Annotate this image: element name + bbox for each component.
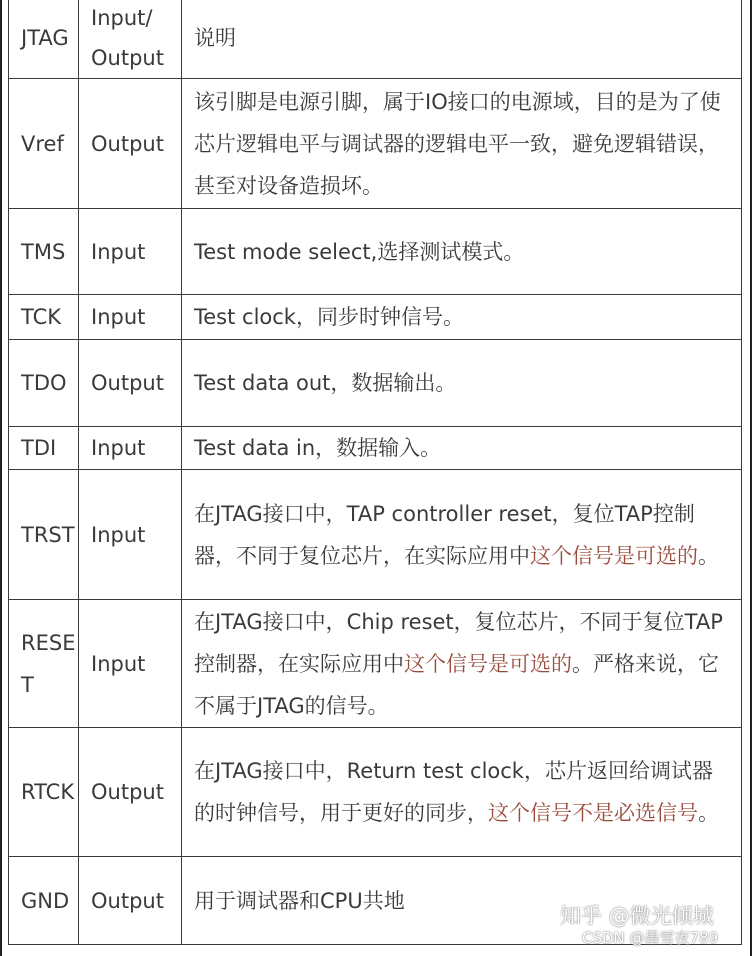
row-pin: Vref (9, 79, 79, 209)
row-desc (182, 470, 742, 600)
row-pin: TCK (9, 295, 79, 340)
row-desc-text: 在JTAG接口中，TAP controller reset，复位TAP控制器，不同于复位芯片，在实际应用中 (194, 501, 695, 568)
table-row (9, 600, 742, 728)
row-pin: TDI (9, 427, 79, 470)
header-direction-text: Input/ Output (91, 6, 164, 70)
row-direction: Input (79, 295, 182, 340)
header-direction (79, 0, 182, 79)
row-pin: RTCK (9, 728, 79, 857)
row-pin: RESET (9, 600, 79, 728)
row-direction: Output (79, 79, 182, 209)
row-desc: Test clock，同步时钟信号。 (182, 295, 742, 340)
table-row (9, 340, 742, 427)
table-row (9, 295, 742, 340)
row-desc-highlight: 这个信号是可选的 (404, 651, 572, 676)
row-direction: Input (79, 209, 182, 295)
row-desc: Test mode select,选择测试模式。 (182, 209, 742, 295)
row-desc-highlight: 这个信号是可选的 (530, 543, 698, 568)
table-header-row (9, 0, 742, 79)
header-pin: JTAG (9, 0, 79, 79)
row-pin: TMS (9, 209, 79, 295)
row-pin: TRST (9, 470, 79, 600)
row-direction: Input (79, 470, 182, 600)
row-desc: Test data in，数据输入。 (182, 427, 742, 470)
row-desc-text: 在JTAG接口中，Chip reset，复位芯片，不同于复位TAP控制器，在实际应用中 (194, 609, 723, 676)
row-desc-after: 。严格来说，它不属于JTAG的信号。 (194, 651, 719, 718)
zhihu-watermark: 知乎 @微光倾城 (560, 904, 714, 928)
row-pin: TDO (9, 340, 79, 427)
row-desc-after: 。 (698, 801, 719, 825)
csdn-watermark: CSDN @墨雪夜789 (582, 929, 719, 947)
row-direction: Output (79, 857, 182, 945)
row-desc (182, 728, 742, 857)
row-desc: 用于调试器和CPU共地 (182, 857, 742, 945)
table-row (9, 79, 742, 209)
table-row (9, 427, 742, 470)
row-desc-highlight: 这个信号不是必选信号 (488, 801, 698, 825)
table-row (9, 470, 742, 600)
table-row (9, 209, 742, 295)
row-desc-after: 。 (698, 543, 719, 568)
row-desc-text: 在JTAG接口中，Return test clock，芯片返回给调试器的时钟信号，用于更好的同步， (194, 759, 713, 825)
row-desc: Test data out，数据输出。 (182, 340, 742, 427)
row-desc: 该引脚是电源引脚，属于IO接口的电源域，目的是为了使芯片逻辑电平与调试器的逻辑电平一致，避免逻辑错误，甚至对设备造损坏。 (182, 79, 742, 209)
row-pin: GND (9, 857, 79, 945)
header-desc: 说明 (182, 0, 742, 79)
jtag-pin-table (8, 0, 742, 945)
row-direction: Output (79, 340, 182, 427)
row-direction: Output (79, 728, 182, 857)
table-row (9, 728, 742, 857)
row-direction: Input (79, 600, 182, 728)
row-desc (182, 600, 742, 728)
row-direction: Input (79, 427, 182, 470)
